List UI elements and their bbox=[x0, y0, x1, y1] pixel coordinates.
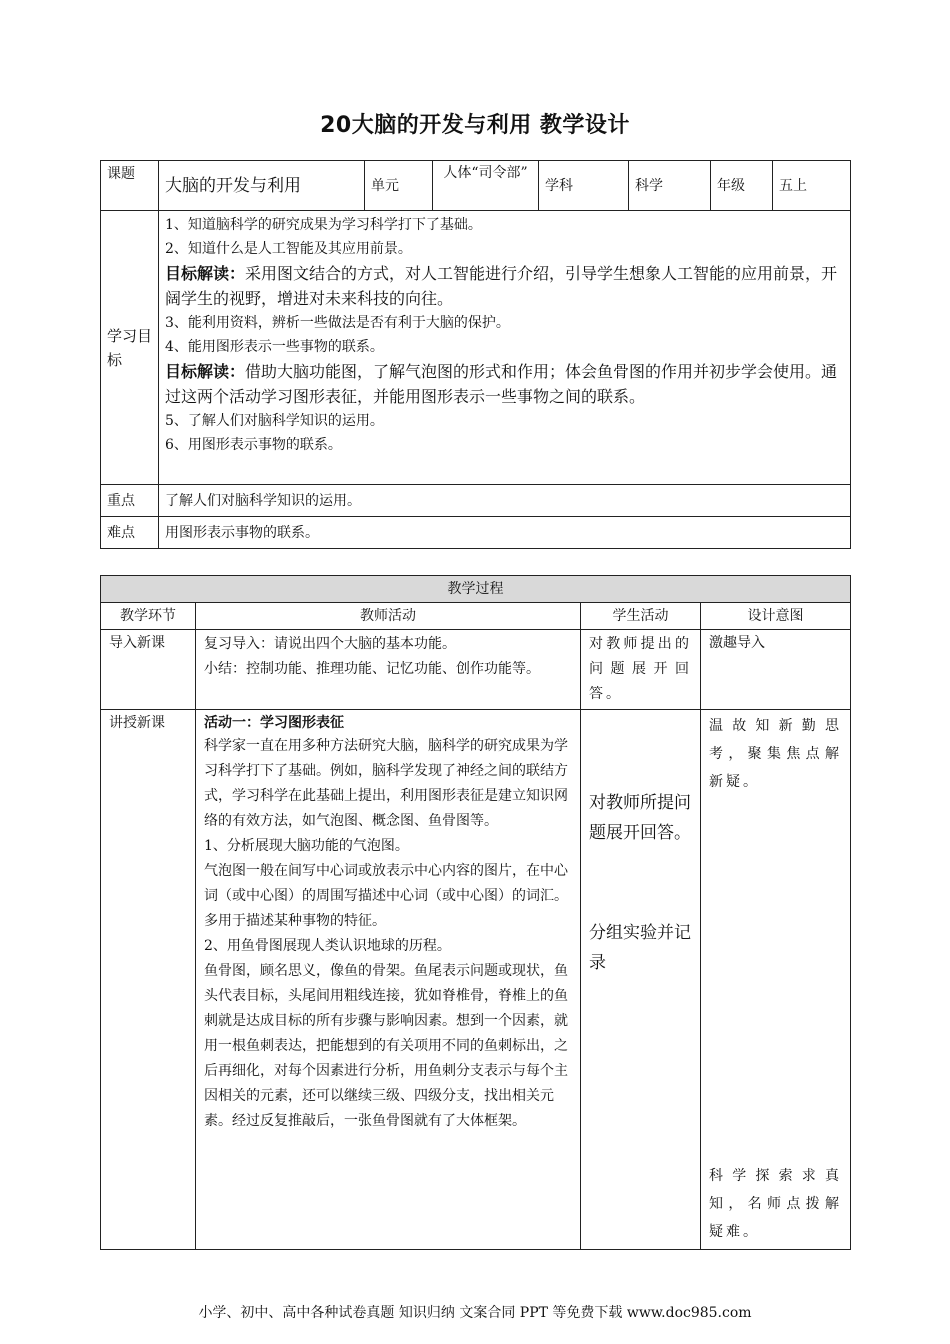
header-teacher: 教师活动 bbox=[196, 603, 581, 630]
info-row-key-point bbox=[101, 485, 851, 517]
lecture-design-2: 科学探索求真知，名师点拨解疑难。 bbox=[709, 1168, 842, 1240]
goal-text-2: 借助大脑功能图，了解气泡图的形式和作用；体会鱼骨图的作用并初步学会使用。通过这两个活动学习图形表征，并能用图形表示一些事物之间的联系。 bbox=[165, 362, 838, 406]
intro-teacher-review: 复习导入：请说出四个大脑的基本功能。 bbox=[204, 636, 456, 652]
subject-value: 科学 bbox=[629, 161, 711, 211]
document-title: 20大脑的开发与利用 教学设计 bbox=[320, 113, 630, 138]
goal-label-1: 目标解读： bbox=[165, 264, 246, 283]
objective-4: 4、能用图形表示一些事物的联系。 bbox=[165, 339, 384, 355]
label-topic: 课题 bbox=[101, 161, 159, 211]
goal-interpretation-2 bbox=[165, 359, 844, 409]
key-point-text: 了解人们对脑科学知识的运用。 bbox=[159, 485, 851, 517]
intro-teacher-summary: 小结：控制功能、推理功能、记忆功能、创作功能等。 bbox=[204, 661, 540, 677]
difficulty-text: 用图形表示事物的联系。 bbox=[159, 517, 851, 549]
lecture-paragraph-1: 科学家一直在用多种方法研究大脑，脑科学的研究成果为学习科学打下了基础。例如，脑科学发现了神经之间的联结方式，学习科学在此基础上提出，利用图形表征是建立知识网络的有效方法，如气泡图、概念图、鱼骨图等。 bbox=[204, 738, 568, 829]
row-intro bbox=[101, 630, 851, 710]
intro-stage: 导入新课 bbox=[101, 630, 196, 710]
lecture-paragraph-5: 鱼骨图，顾名思义，像鱼的骨架。鱼尾表示问题或现状，鱼头代表目标，头尾间用粗线连接，犹如脊椎骨，脊椎上的鱼刺就是达成目标的所有步骤与影响因素。想到一个因素，就用一根鱼刺表达，把能想到的有关项用不同的鱼刺标出，之后再细化，对每个因素进行分析，用鱼刺分支表示与每个主因相关的元素，还可以继续三级、四级分支，找出相关元素。经过反复推敲后，一张鱼骨图就有了大体框架。 bbox=[204, 963, 568, 1129]
lecture-design-1: 温故知新勤思考，聚集焦点解新疑。 bbox=[709, 718, 842, 790]
objective-6: 6、用图形表示事物的联系。 bbox=[165, 437, 342, 453]
objectives-cell bbox=[159, 211, 851, 485]
page-footer: 小学、初中、高中各种试卷真题 知识归纳 文案合同 PPT 等免费下载 www.doc985.com bbox=[198, 1305, 752, 1321]
goal-text-1: 采用图文结合的方式，对人工智能进行介绍，引导学生想象人工智能的应用前景，开阔学生的视野，增进对未来科技的向往。 bbox=[165, 264, 838, 308]
teaching-process-table bbox=[100, 575, 851, 1250]
info-row-topic bbox=[101, 161, 851, 211]
process-header-row bbox=[101, 603, 851, 630]
label-difficulty: 难点 bbox=[101, 517, 159, 549]
label-grade: 年级 bbox=[711, 161, 773, 211]
intro-design: 激趣导入 bbox=[701, 630, 851, 710]
objective-1: 1、知道脑科学的研究成果为学习科学打下了基础。 bbox=[165, 217, 482, 233]
unit-value: 人体“司令部” bbox=[433, 161, 539, 211]
topic-value: 大脑的开发与利用 bbox=[159, 161, 365, 211]
lecture-stage: 讲授新课 bbox=[101, 710, 196, 1250]
header-design: 设计意图 bbox=[701, 603, 851, 630]
lecture-paragraph-3: 气泡图一般在间写中心词或放表示中心内容的图片，在中心词（或中心图）的周围写描述中心词（或中心图）的词汇。多用于描述某种事物的特征。 bbox=[204, 863, 568, 929]
header-stage: 教学环节 bbox=[101, 603, 196, 630]
lecture-teacher bbox=[196, 710, 581, 1250]
intro-student: 对教师提出的问题展开回答。 bbox=[581, 630, 701, 710]
goal-label-2: 目标解读： bbox=[165, 362, 246, 381]
info-row-difficulty bbox=[101, 517, 851, 549]
label-objectives: 学习目标 bbox=[101, 211, 159, 485]
lecture-design bbox=[701, 710, 851, 1250]
goal-interpretation-1 bbox=[165, 261, 844, 311]
info-row-objectives bbox=[101, 211, 851, 485]
objective-3: 3、能利用资料，辨析一些做法是否有利于大脑的保护。 bbox=[165, 315, 510, 331]
label-subject: 学科 bbox=[539, 161, 629, 211]
objective-2: 2、知道什么是人工智能及其应用前景。 bbox=[165, 241, 412, 257]
lecture-paragraph-4: 2、用鱼骨图展现人类认识地球的历程。 bbox=[204, 938, 451, 954]
label-key-point: 重点 bbox=[101, 485, 159, 517]
process-title: 教学过程 bbox=[101, 576, 851, 603]
row-lecture bbox=[101, 710, 851, 1250]
lecture-student bbox=[581, 710, 701, 1250]
objective-5: 5、了解人们对脑科学知识的运用。 bbox=[165, 413, 384, 429]
header-student: 学生活动 bbox=[581, 603, 701, 630]
lecture-student-experiment: 分组实验并记录 bbox=[589, 923, 691, 973]
grade-value: 五上 bbox=[773, 161, 851, 211]
intro-teacher bbox=[196, 630, 581, 710]
lecture-paragraph-2: 1、分析展现大脑功能的气泡图。 bbox=[204, 838, 409, 854]
lesson-info-table bbox=[100, 160, 851, 549]
activity-one-title: 活动一：学习图形表征 bbox=[204, 715, 344, 731]
label-unit: 单元 bbox=[365, 161, 433, 211]
lecture-student-answer: 对教师所提问题展开回答。 bbox=[589, 793, 691, 843]
